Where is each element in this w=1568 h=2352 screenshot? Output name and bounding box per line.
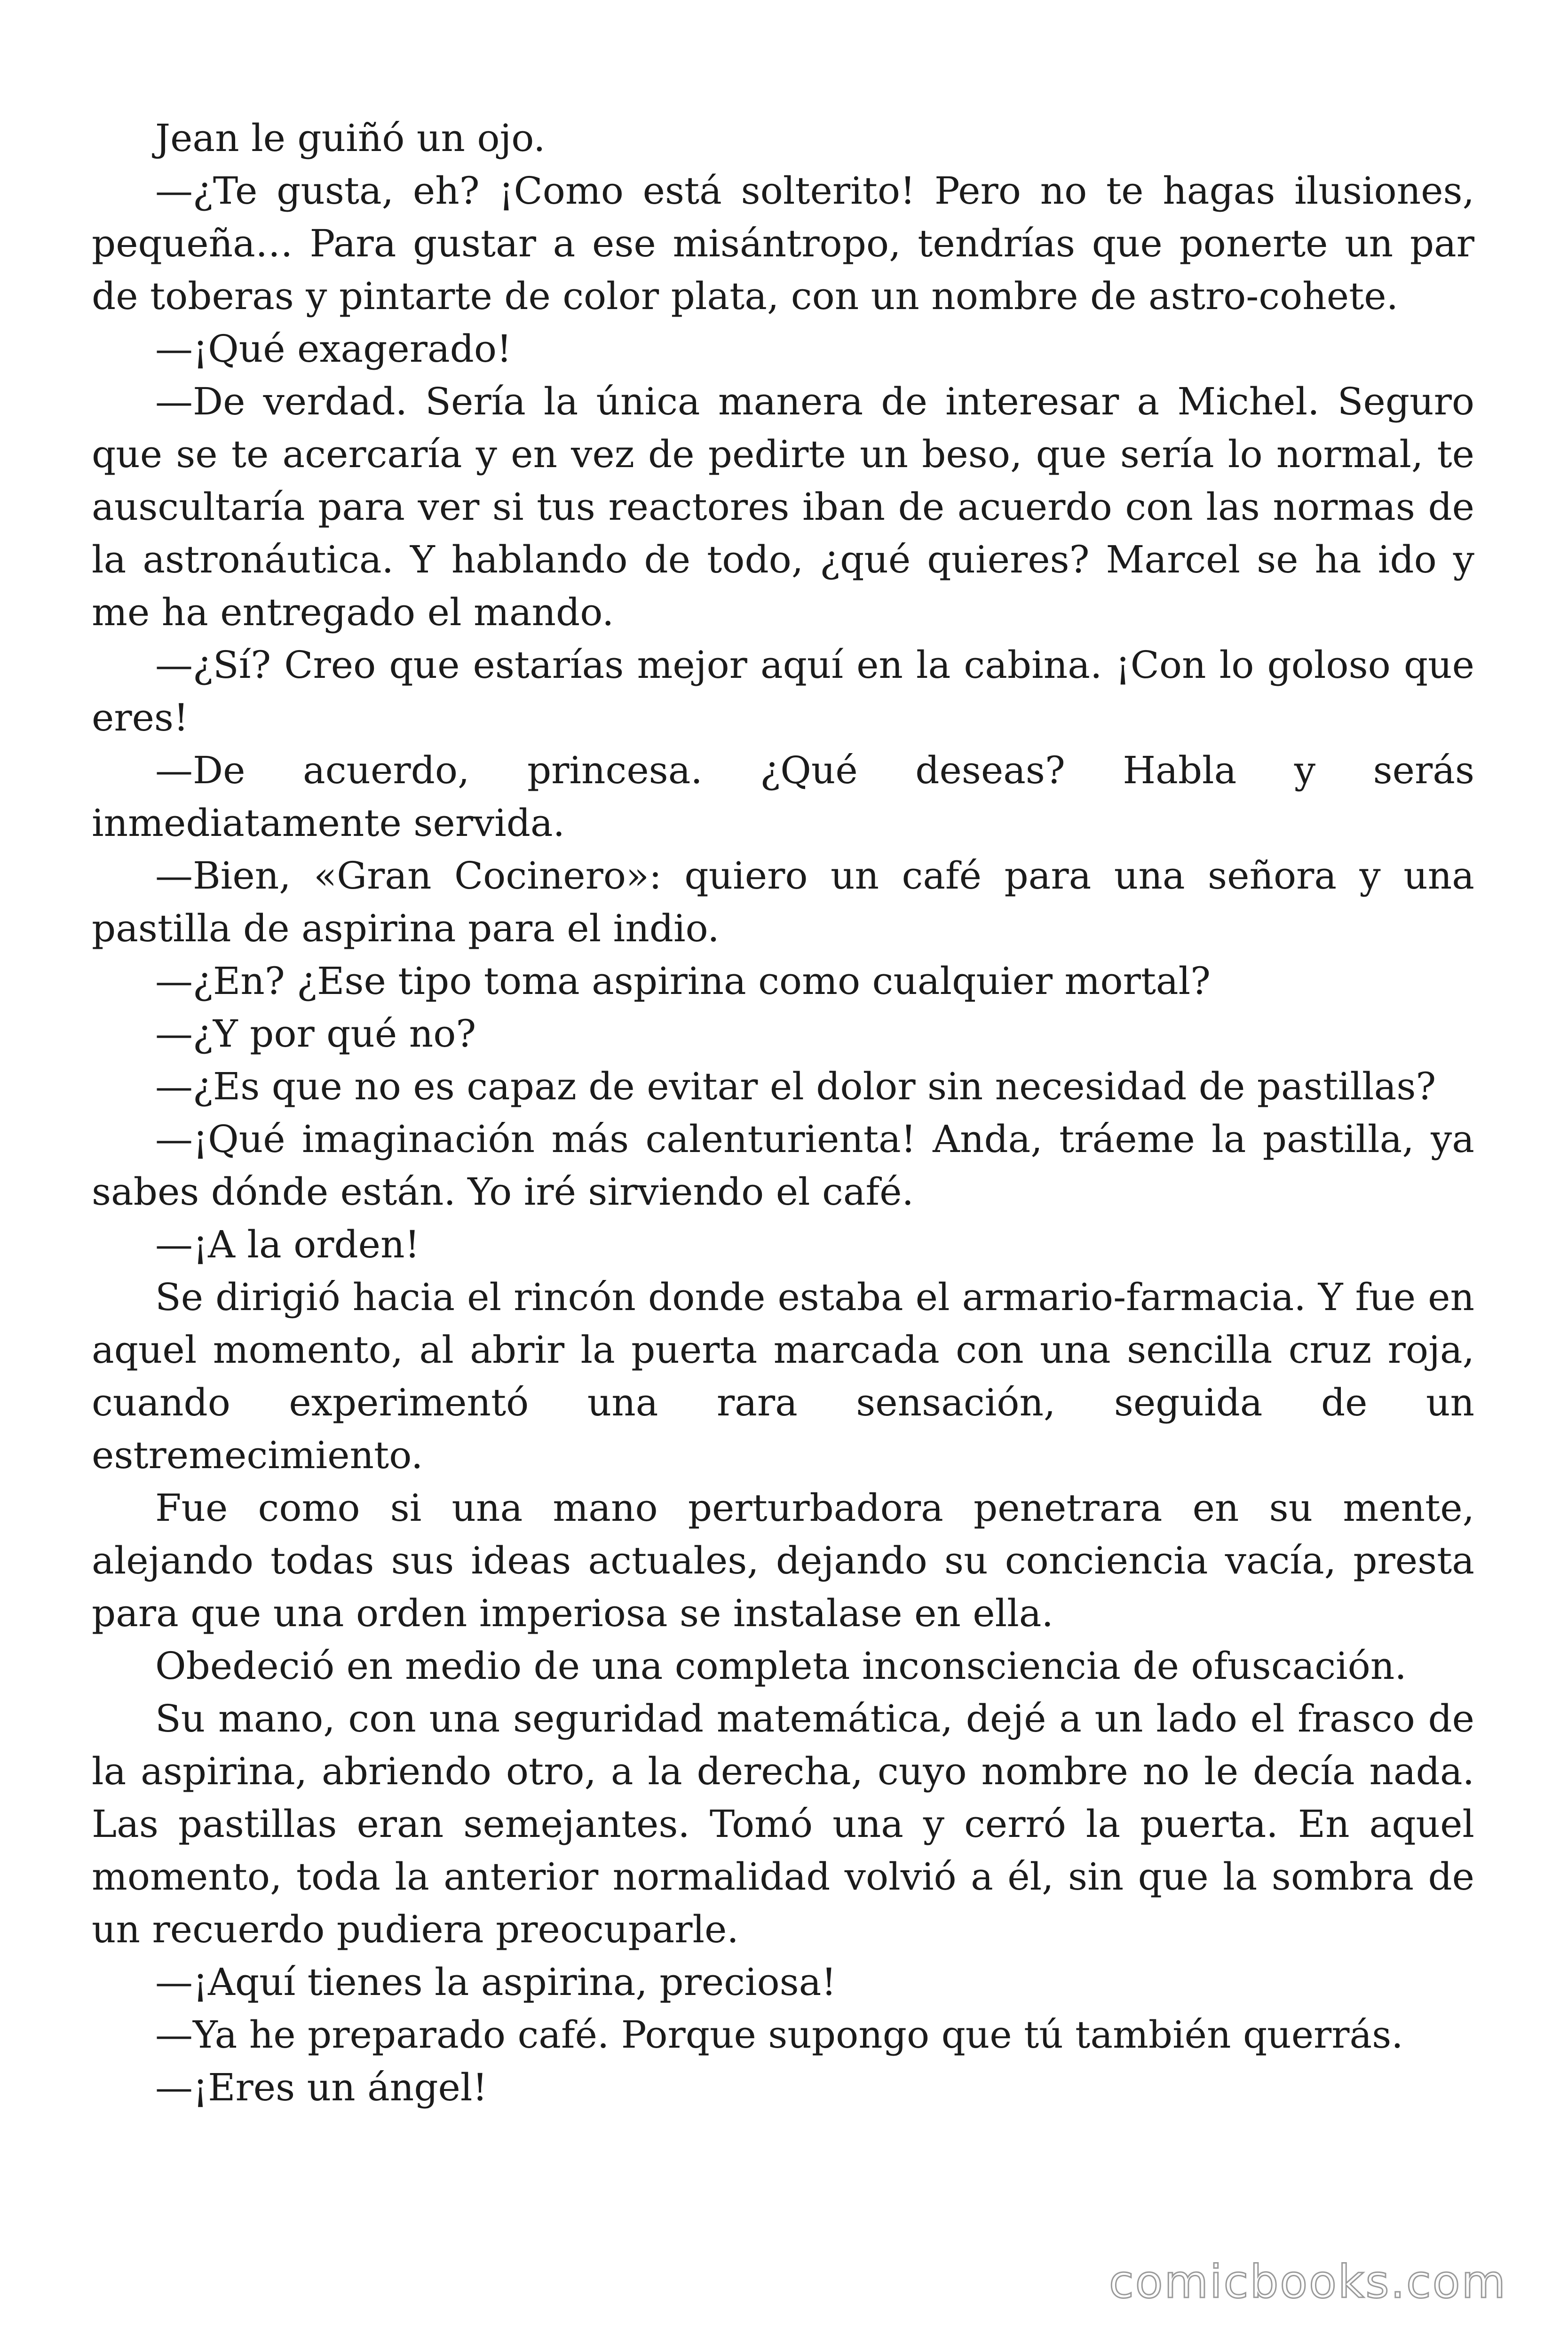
paragraph: —Bien, «Gran Cocinero»: quiero un café para una señora y una pastilla de aspirina para el indio. <box>92 854 1474 950</box>
paragraph: —Ya he preparado café. Porque supongo que tú también querrás. <box>155 2013 1403 2057</box>
body-text <box>92 112 1474 2114</box>
paragraph: Fue como si una mano perturbadora penetrara en su mente, alejando todas sus ideas actuales, dejando su conciencia vacía, presta para que una orden imperiosa se instalase en ella. <box>92 1486 1474 1635</box>
paragraph: —De acuerdo, princesa. ¿Qué deseas? Habla y serás inmediatamente servida. <box>92 748 1474 845</box>
paragraph: —¡Qué imaginación más calenturienta! Anda, tráeme la pastilla, ya sabes dónde están. Yo iré sirviendo el café. <box>92 1117 1474 1214</box>
watermark: comicbooks.com <box>1109 2256 1507 2308</box>
paragraph: —¡A la orden! <box>155 1223 420 1266</box>
paragraph: —¡Aquí tienes la aspirina, preciosa! <box>155 1960 837 2004</box>
paragraph: Se dirigió hacia el rincón donde estaba el armario-farmacia. Y fue en aquel momento, al abrir la puerta marcada con una sencilla cruz roja, cuando experimentó una rara sensación, seguida de un estremecimiento. <box>92 1275 1474 1477</box>
paragraph: Jean le guiñó un ojo. <box>155 116 546 160</box>
paragraph: —¡Eres un ángel! <box>155 2066 488 2109</box>
paragraph: —¡Qué exagerado! <box>155 327 512 371</box>
paragraph: Obedeció en medio de una completa inconsciencia de ofuscación. <box>155 1644 1407 1688</box>
paragraph: —De verdad. Sería la única manera de interesar a Michel. Seguro que se te acercaría y en vez de pedirte un beso, que sería lo normal, te auscultaría para ver si tus reactores iban de acuerdo con las normas de la astronáutica. Y hablando de todo, ¿qué quieres? Marcel se ha ido y me ha entregado el mando. <box>92 380 1474 634</box>
paragraph: —¿Sí? Creo que estarías mejor aquí en la cabina. ¡Con lo goloso que eres! <box>92 643 1474 739</box>
paragraph: —¿Y por qué no? <box>155 1012 476 1056</box>
paragraph: —¿Te gusta, eh? ¡Como está solterito! Pero no te hagas ilusiones, pequeña… Para gustar a ese misántropo, tendrías que ponerte un par de toberas y pintarte de color plata, con un nombre de astro-cohete. <box>92 169 1474 318</box>
paragraph: —¿En? ¿Ese tipo toma aspirina como cualquier mortal? <box>155 959 1211 1003</box>
paragraph: —¿Es que no es capaz de evitar el dolor sin necesidad de pastillas? <box>155 1065 1436 1108</box>
paragraph: Su mano, con una seguridad matemática, dejé a un lado el frasco de la aspirina, abriendo otro, a la derecha, cuyo nombre no le decía nada. Las pastillas eran semejantes. Tomó una y cerró la puerta. En aquel momento, toda la anterior normalidad volvió a él, sin que la sombra de un recuerdo pudiera preocuparle. <box>92 1697 1474 1951</box>
